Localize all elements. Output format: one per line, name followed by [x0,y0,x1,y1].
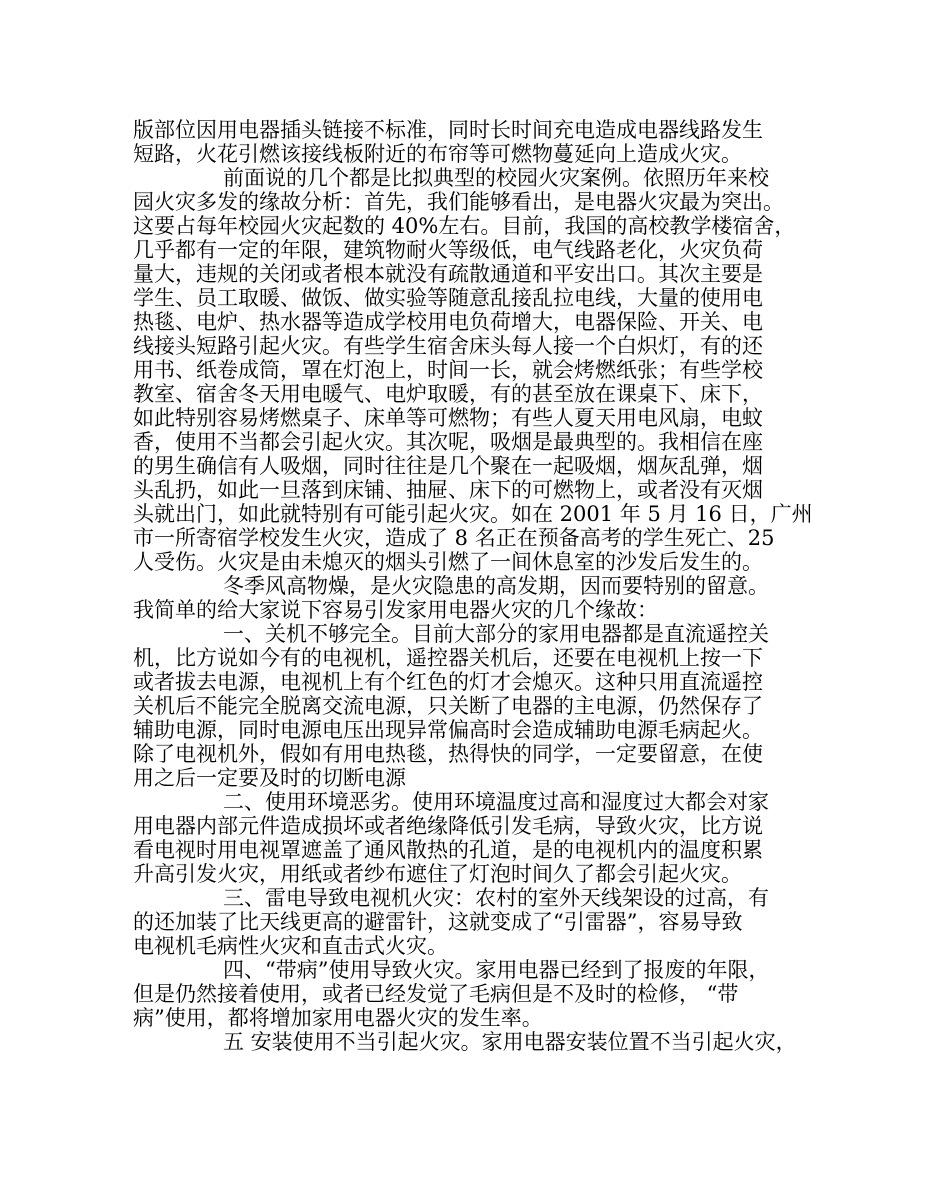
text-line: 热毯、电炉、热水器等造成学校用电负荷增大，电器保险、开关、电 [133,310,763,334]
text-line: 头乱扔，如此一旦落到床铺、抽屉、床下的可燃物上，或者没有灭烟 [133,478,763,502]
text-line: 市一所寄宿学校发生火灾，造成了 8 名正在预备高考的学生死亡、25 [133,526,775,550]
text-line: 病”使用，都将增加家用电器火灾的发生率。 [133,1006,543,1030]
paragraph-start-line: 五 安装使用不当引起火灾。家用电器安装位置不当引起火灾， [223,1030,797,1054]
text-line: 版部位因用电器插头链接不标准，同时长时间充电造成电器线路发生 [133,118,763,142]
paragraph-start-line: 四、“带病”使用导致火灾。家用电器已经到了报废的年限， [223,958,770,982]
text-line: 电视机毛病性火灾和直击式火灾。 [133,934,448,958]
text-line: 线接头短路引起火灾。有些学生宿舍床头每人接一个白炽灯，有的还 [133,334,763,358]
text-line: 香，使用不当都会引起火灾。其次呢，吸烟是最典型的。我相信在座 [133,430,763,454]
text-line: 关机后不能完全脱离交流电源，只关断了电器的主电源，仍然保存了 [133,694,763,718]
text-line: 但是仍然接着使用，或者已经发觉了毛病但是不及时的检修， “带 [133,982,739,1006]
text-line: 几乎都有一定的年限，建筑物耐火等级低，电气线路老化，火灾负荷 [133,238,763,262]
text-line: 园火灾多发的缘故分析：首先，我们能够看出，是电器火灾最为突出。 [133,190,784,214]
paragraph-start-line: 前面说的几个都是比拟典型的校园火灾案例。依照历年来校 [223,166,769,190]
text-line: 机，比方说如今有的电视机，遥控器关机后，还要在电视机上按一下 [133,646,763,670]
text-line: 的还加装了比天线更高的避雷针，这就变成了“引雷器”，容易导致 [133,910,743,934]
paragraph-start-line: 一、关机不够完全。目前大部分的家用电器都是直流遥控关 [223,622,769,646]
text-line: 升高引发火灾，用纸或者纱布遮住了灯泡时间久了都会引起火灾。 [133,862,742,886]
text-line: 用电器内部元件造成损坏或者绝缘降低引发毛病，导致火灾，比方说 [133,814,763,838]
text-line: 除了电视机外，假如有用电热毯，热得快的同学，一定要留意，在使 [133,742,763,766]
text-line: 如此特别容易烤燃桌子、床单等可燃物；有些人夏天用电风扇，电蚊 [133,406,763,430]
text-line: 量大，违规的关闭或者根本就没有疏散通道和平安出口。其次主要是 [133,262,763,286]
text-line: 我简单的给大家说下容易引发家用电器火灾的几个缘故： [133,598,658,622]
text-line: 或者拔去电源，电视机上有个红色的灯才会熄灭。这种只用直流遥控 [133,670,763,694]
text-line: 用之后一定要及时的切断电源 [133,766,406,790]
text-line: 辅助电源，同时电源电压出现异常偏高时会造成辅助电源毛病起火。 [133,718,763,742]
text-line: 短路，火花引燃该接线板附近的布帘等可燃物蔓延向上造成火灾。 [133,142,742,166]
text-line: 人受伤。火灾是由未熄灭的烟头引燃了一间休息室的沙发后发生的。 [133,550,763,574]
text-line: 学生、员工取暖、做饭、做实验等随意乱接乱拉电线，大量的使用电 [133,286,763,310]
text-line: 的男生确信有人吸烟，同时往往是几个聚在一起吸烟，烟灰乱弹，烟 [133,454,763,478]
paragraph-start-line: 冬季风高物燥，是火灾隐患的高发期，因而要特别的留意。 [223,574,769,598]
text-line: 教室、宿舍冬天用电暖气、电炉取暖，有的甚至放在课桌下、床下， [133,382,763,406]
text-line: 头就出门，如此就特别有可能引起火灾。如在 2001 年 5 月 16 日，广州 [133,502,813,526]
text-line: 用书、纸卷成筒，罩在灯泡上，时间一长，就会烤燃纸张；有些学校 [133,358,763,382]
text-line: 这要占每年校园火灾起数的 40%左右。目前，我国的高校教学楼宿舍， [133,214,796,238]
paragraph-start-line: 二、使用环境恶劣。使用环境温度过高和湿度过大都会对家 [223,790,769,814]
paragraph-start-line: 三、雷电导致电视机火灾：农村的室外天线架设的过高，有 [223,886,769,910]
text-line: 看电视时用电视罩遮盖了通风散热的孔道，是的电视机内的温度积累 [133,838,763,862]
